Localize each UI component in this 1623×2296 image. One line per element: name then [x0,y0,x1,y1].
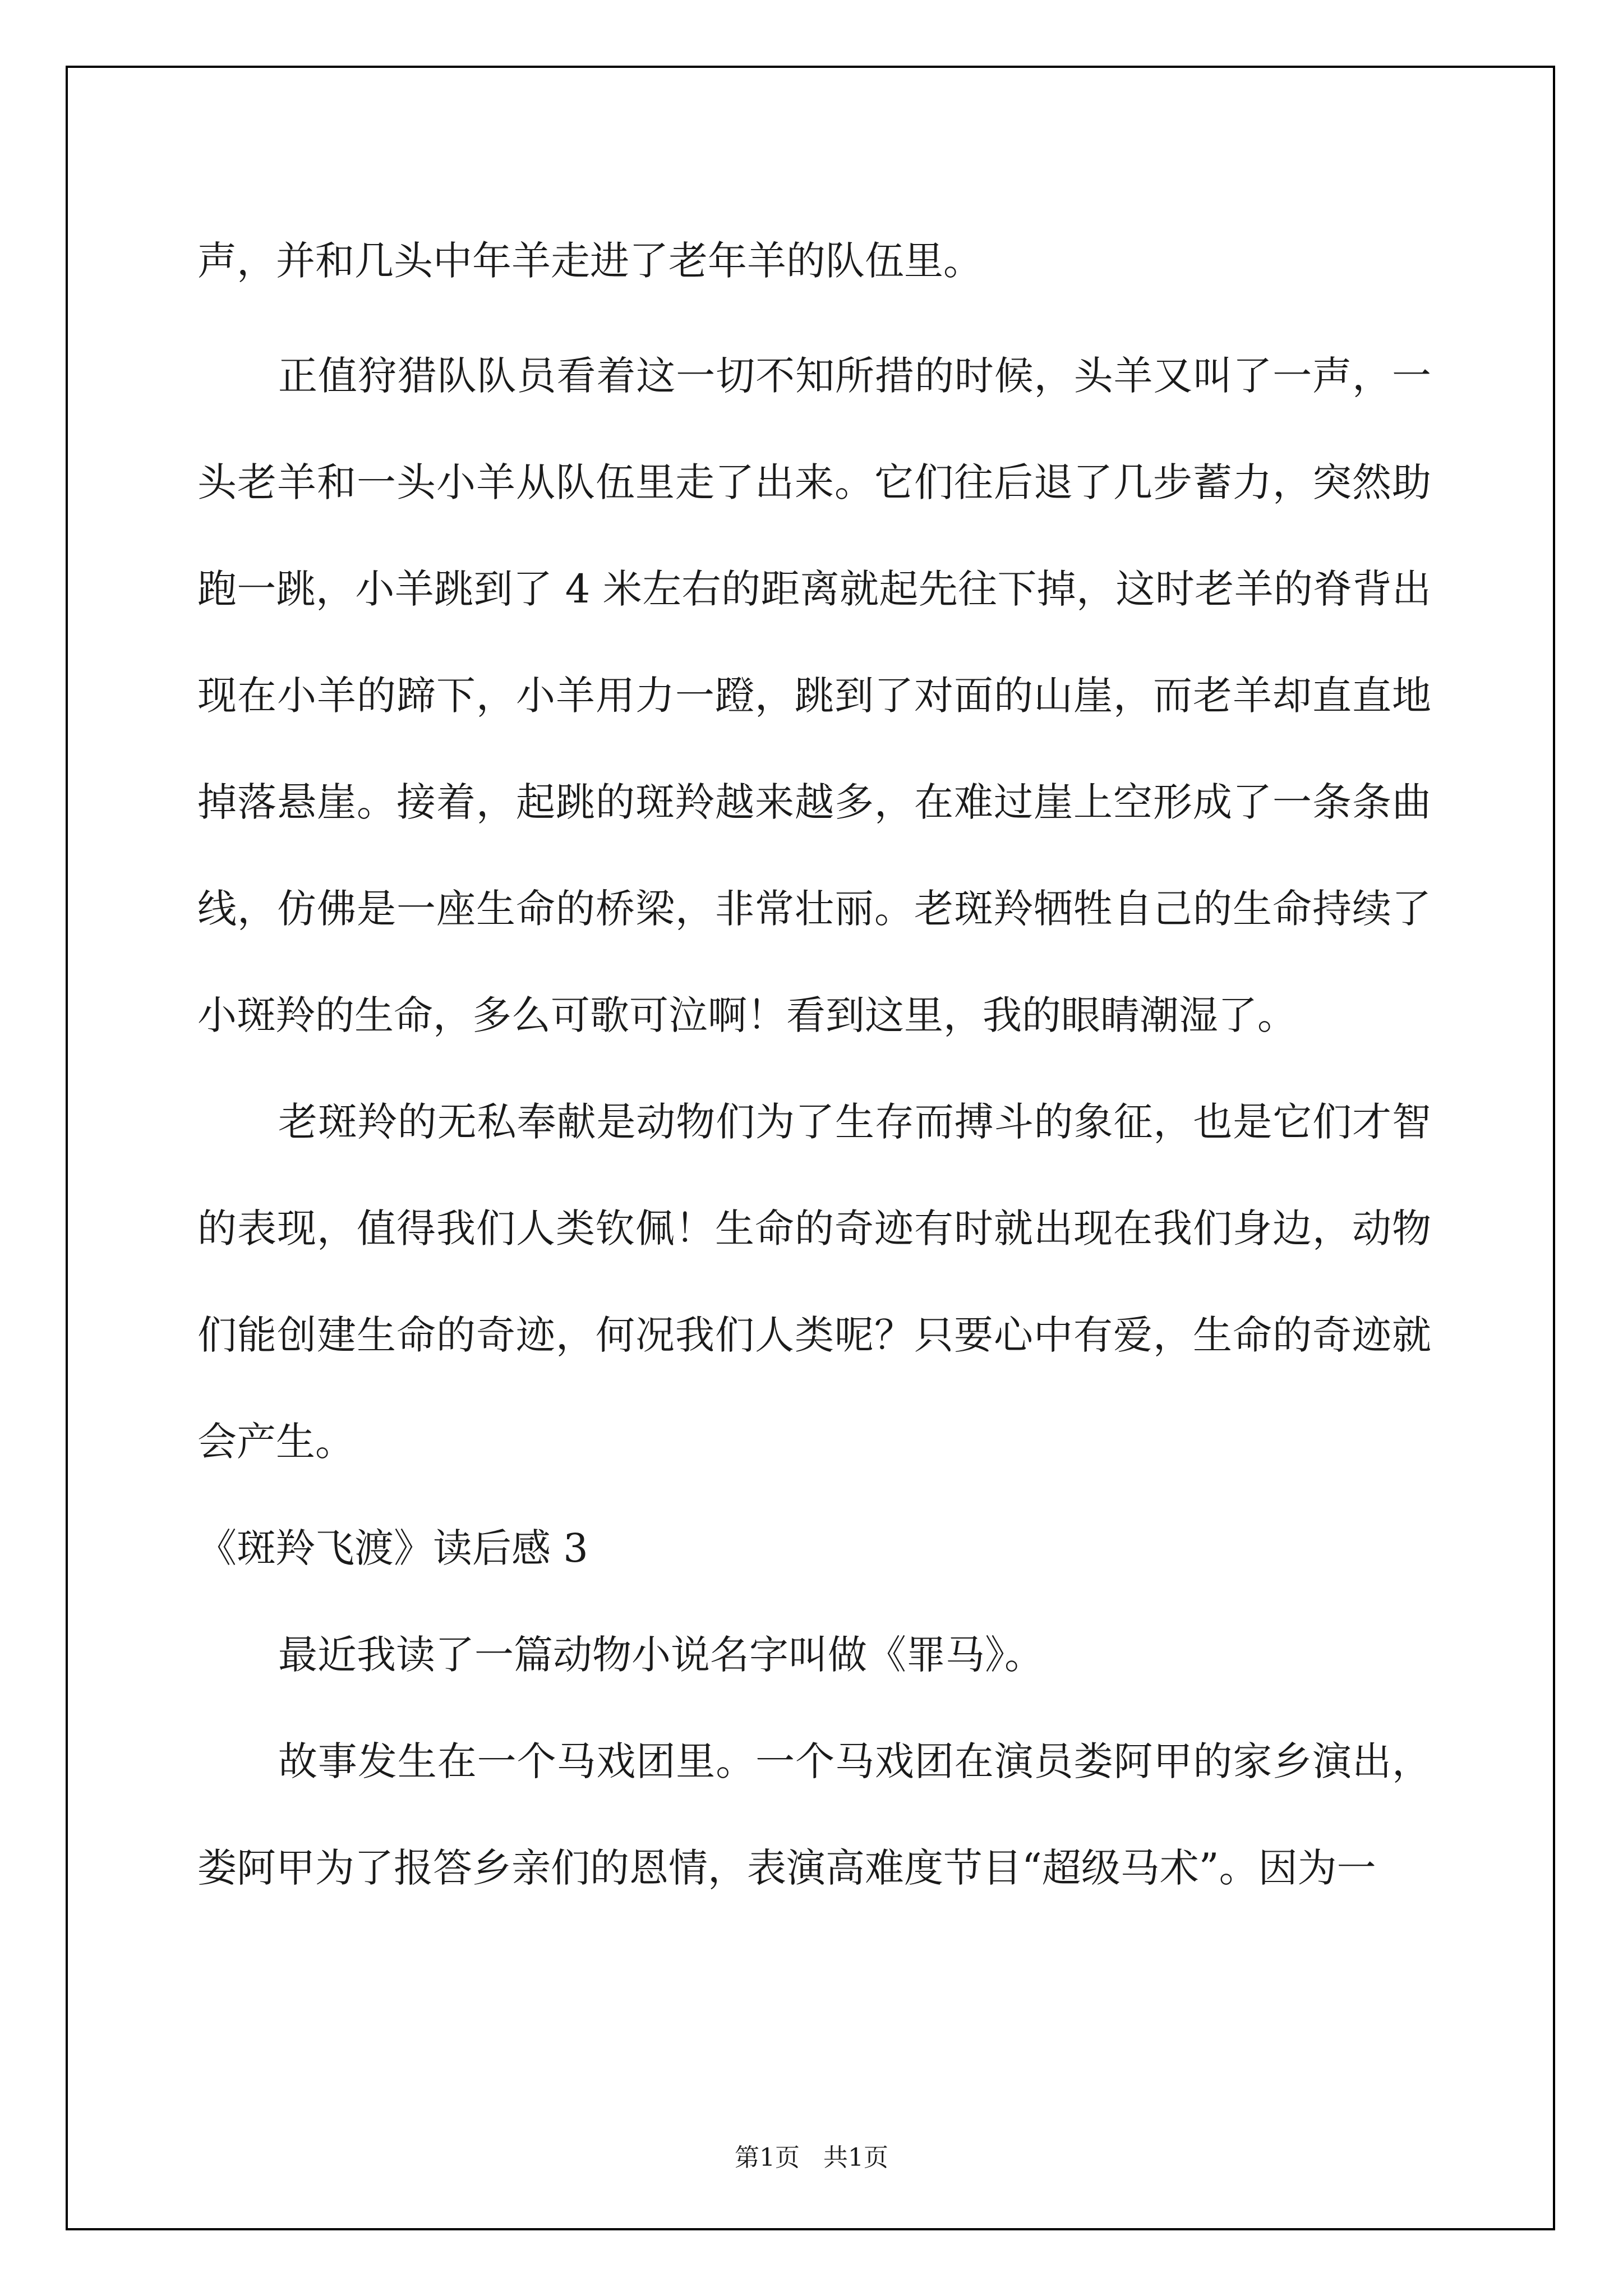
paragraph: 老斑羚的无私奉献是动物们为了生存而搏斗的象征，也是它们才智的表现，值得我们人类钦佩！生命的奇迹有时就出现在我们身边，动物们能创建生命的奇迹，何况我们人类呢？只要心中有爱，生命的奇迹就会产生。 [197,1099,1431,1465]
paragraph: 故事发生在一个马戏团里。一个马戏团在演员娄阿甲的家乡演出，娄阿甲为了报答乡亲们的恩情，表演高难度节目“超级马术”。因为一 [197,1738,1431,1891]
section-heading: 《斑羚飞渡》读后感 3 [197,1525,588,1571]
paragraph: 最近我读了一篇动物小说名字叫做《罪马》。 [278,1632,1044,1678]
paragraph: 声，并和几头中年羊走进了老年羊的队伍里。 [197,238,983,284]
paragraph: 正值狩猎队队员看着这一切不知所措的时候，头羊又叫了一声，一头老羊和一头小羊从队伍里走了出来。它们往后退了几步蓄力，突然助跑一跳，小羊跳到了 4 米左右的距离就起先往下掉，这时老羊的脊背出现在小羊的蹄下，小羊用力一蹬，跳到了对面的山崖，而老羊却直直地掉落悬崖。接着，起跳的斑羚越来越多，在难过崖上空形成了一条条曲线，仿佛是一座生命的桥梁，非常壮丽。老斑羚牺牲自己的生命持续了小斑羚的生命，多么可歌可泣啊！看到这里，我的眼睛潮湿了。 [197,353,1431,1038]
page-footer: 第1页 共1页 [735,2143,888,2172]
document-body [197,208,1431,1921]
